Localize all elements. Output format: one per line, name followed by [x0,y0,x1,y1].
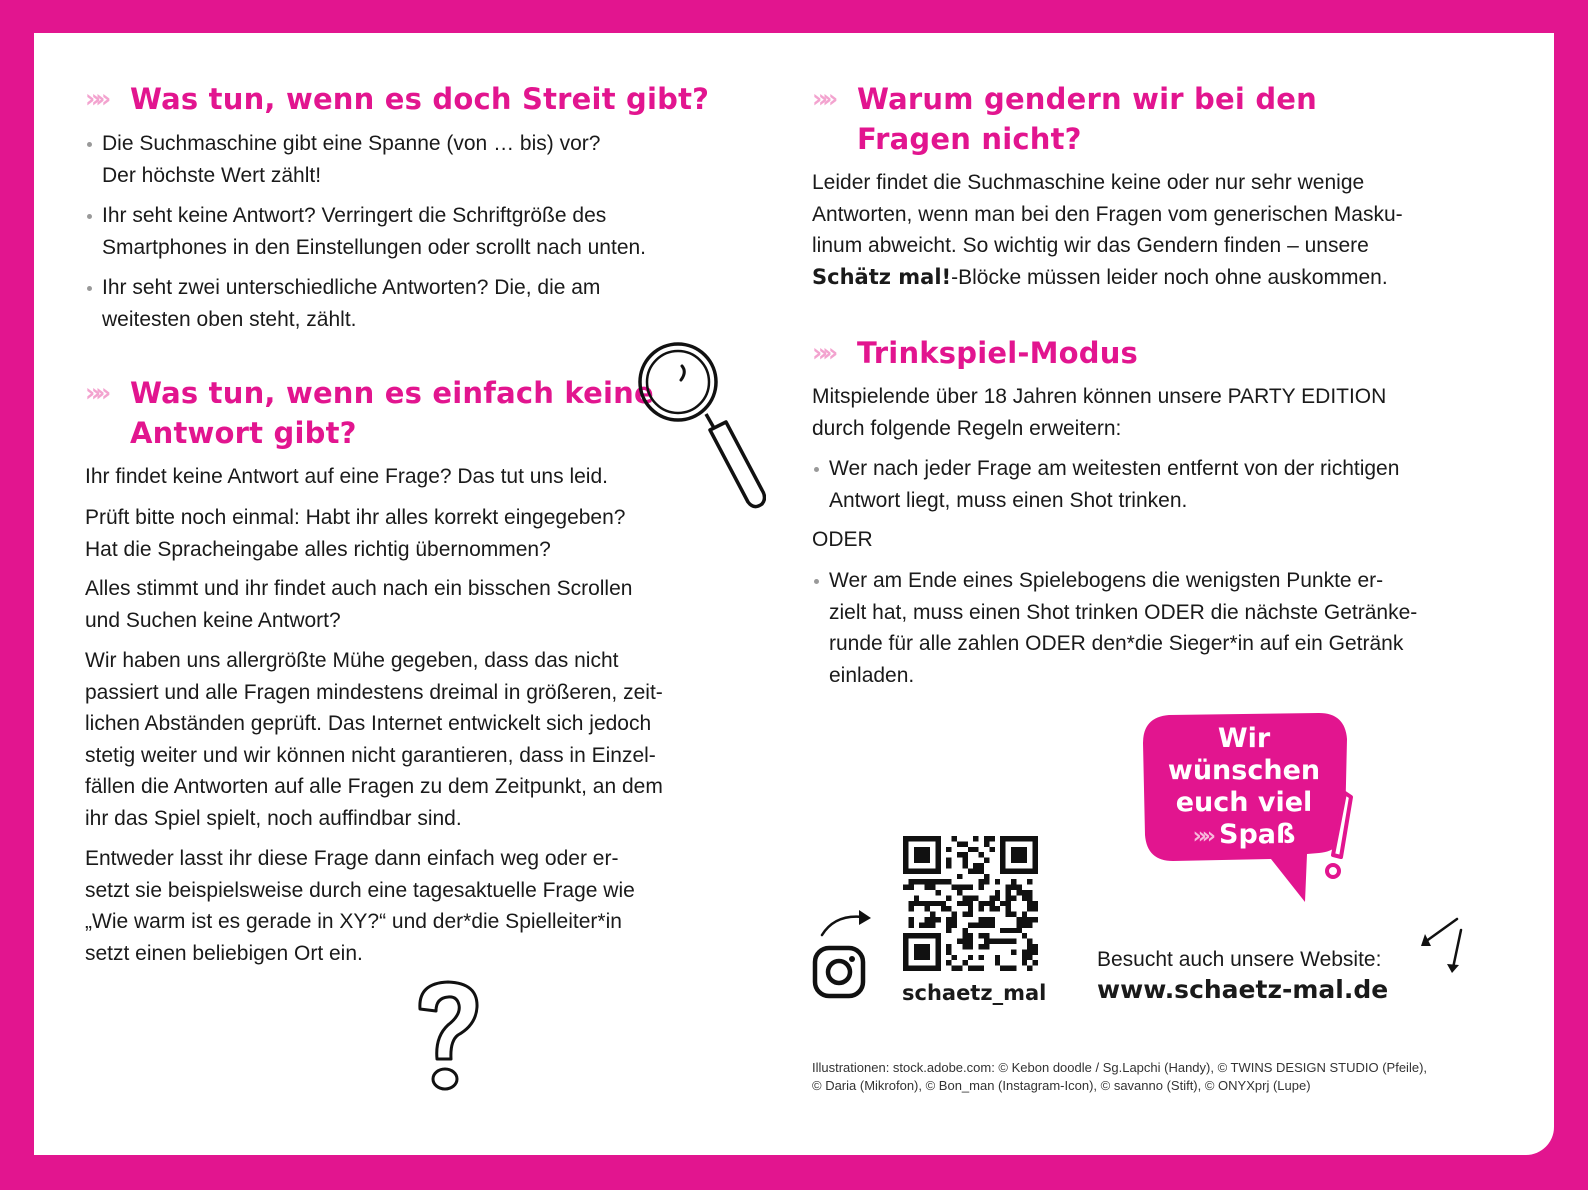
list-item: Die Suchmaschine gibt eine Spanne (von … bis) vor? Der höchste Wert zählt! [85,128,646,191]
heading-trinkspiel: »» Trinkspiel-Modus [812,333,1138,373]
paragraph: Ihr findet keine Antwort auf eine Frage? Das tut uns leid. [85,465,608,488]
double-arrow-icon: »» [812,84,833,113]
double-arrow-icon: »» [1192,824,1211,849]
leaflet-card [34,33,1554,1155]
trinkspiel-bullet-list [812,453,1399,525]
trinkspiel-bullet-list-2 [812,565,1417,700]
double-arrow-icon: »» [85,378,106,407]
pointing-arrow-icon [1417,916,1467,976]
question-mark-icon [414,979,484,1094]
list-item: Wer nach jeder Frage am weitesten entfernt von der richtigen Antwort liegt, muss einen Shot trinken. [812,453,1399,516]
paragraph: Entweder lasst ihr diese Frage dann einfach weg oder er- setzt sie beispielsweise durch eine tagesaktuelle Frage wie „Wie warm ist es gerade in XY?“ und der*die Spielleiter*in setzt einen beliebigen Ort ein. [85,847,635,965]
list-item: Ihr seht zwei unterschiedliche Antworten? Die, die am weitesten oben steht, zählt. [85,272,646,335]
list-item: Ihr seht keine Antwort? Verringert die Schriftgröße des Smartphones in den Einstellungen oder scrollt nach unten. [85,200,646,263]
bubble-text: Wir wünschen euch viel »» Spaß [1167,723,1321,850]
paragraph: Alles stimmt und ihr findet auch nach ein bisschen Scrollen und Suchen keine Antwort? [85,577,633,632]
magnifier-icon [636,340,766,512]
heading-gendern: »» Warum gendern wir bei den Fragen nicht? [812,79,1317,159]
illustration-credits: Illustrationen: stock.adobe.com: © Kebon doodle / Sg.Lapchi (Handy), © TWINS DESIGN STUDIO (Pfeile), © Daria (Mikrofon), © Bon_man (Instagram-Icon), © savanno (Stift), © ONYXprj (Lupe) [812,1060,1428,1093]
brand-name: Schätz mal! [812,264,952,289]
oder-label: ODER [812,528,873,551]
website-url[interactable]: www.schaetz-mal.de [1097,975,1389,1004]
heading-keine-antwort: »» Was tun, wenn es einfach keine Antwort gibt? [85,373,654,453]
website-label: Besucht auch unsere Website: [1097,948,1382,971]
trinkspiel-intro: Mitspielende über 18 Jahren können unsere PARTY EDITION durch folgende Regeln erweitern: [812,385,1387,440]
instagram-icon[interactable] [812,945,866,999]
heading-streit: »» Was tun, wenn es doch Streit gibt? [85,79,709,119]
paragraph: Prüft bitte noch einmal: Habt ihr alles korrekt eingegeben? Hat die Spracheingabe alles richtig übernommen? [85,506,626,561]
qr-code[interactable] [903,836,1038,971]
paragraph: Wir haben uns allergrößte Mühe gegeben, dass das nicht passiert und alle Fragen mindestens dreimal in größeren, zeit- lichen Abständen geprüft. Das Internet entwickelt sich jedoch stetig weiter und wir können nicht garantieren, dass in Einzel- fällen die Antworten auf alle Fragen zu dem Zeitpunkt, an dem ihr das Spiel spielt, noch auffindbar sind. [85,649,663,830]
list-item: Wer am Ende eines Spielebogens die wenigsten Punkte er- zielt hat, muss einen Shot trinken ODER die nächste Getränke- runde für alle zahlen ODER den*die Sieger*in auf ein Getränk einladen. [812,565,1417,691]
instagram-handle[interactable]: schaetz_mal [902,981,1047,1005]
gendern-paragraph: Leider findet die Suchmaschine keine oder nur sehr wenige Antworten, wenn man bei den Fragen vom generischen Masku- linum abweicht. So wichtig wir das Gendern finden – unsere Schätz mal!-Blöcke müssen leider noch ohne auskommen. [812,171,1403,289]
double-arrow-icon: »» [85,84,106,113]
streit-bullet-list [85,128,646,344]
curved-arrow-icon [819,908,874,938]
double-arrow-icon: »» [812,338,833,367]
